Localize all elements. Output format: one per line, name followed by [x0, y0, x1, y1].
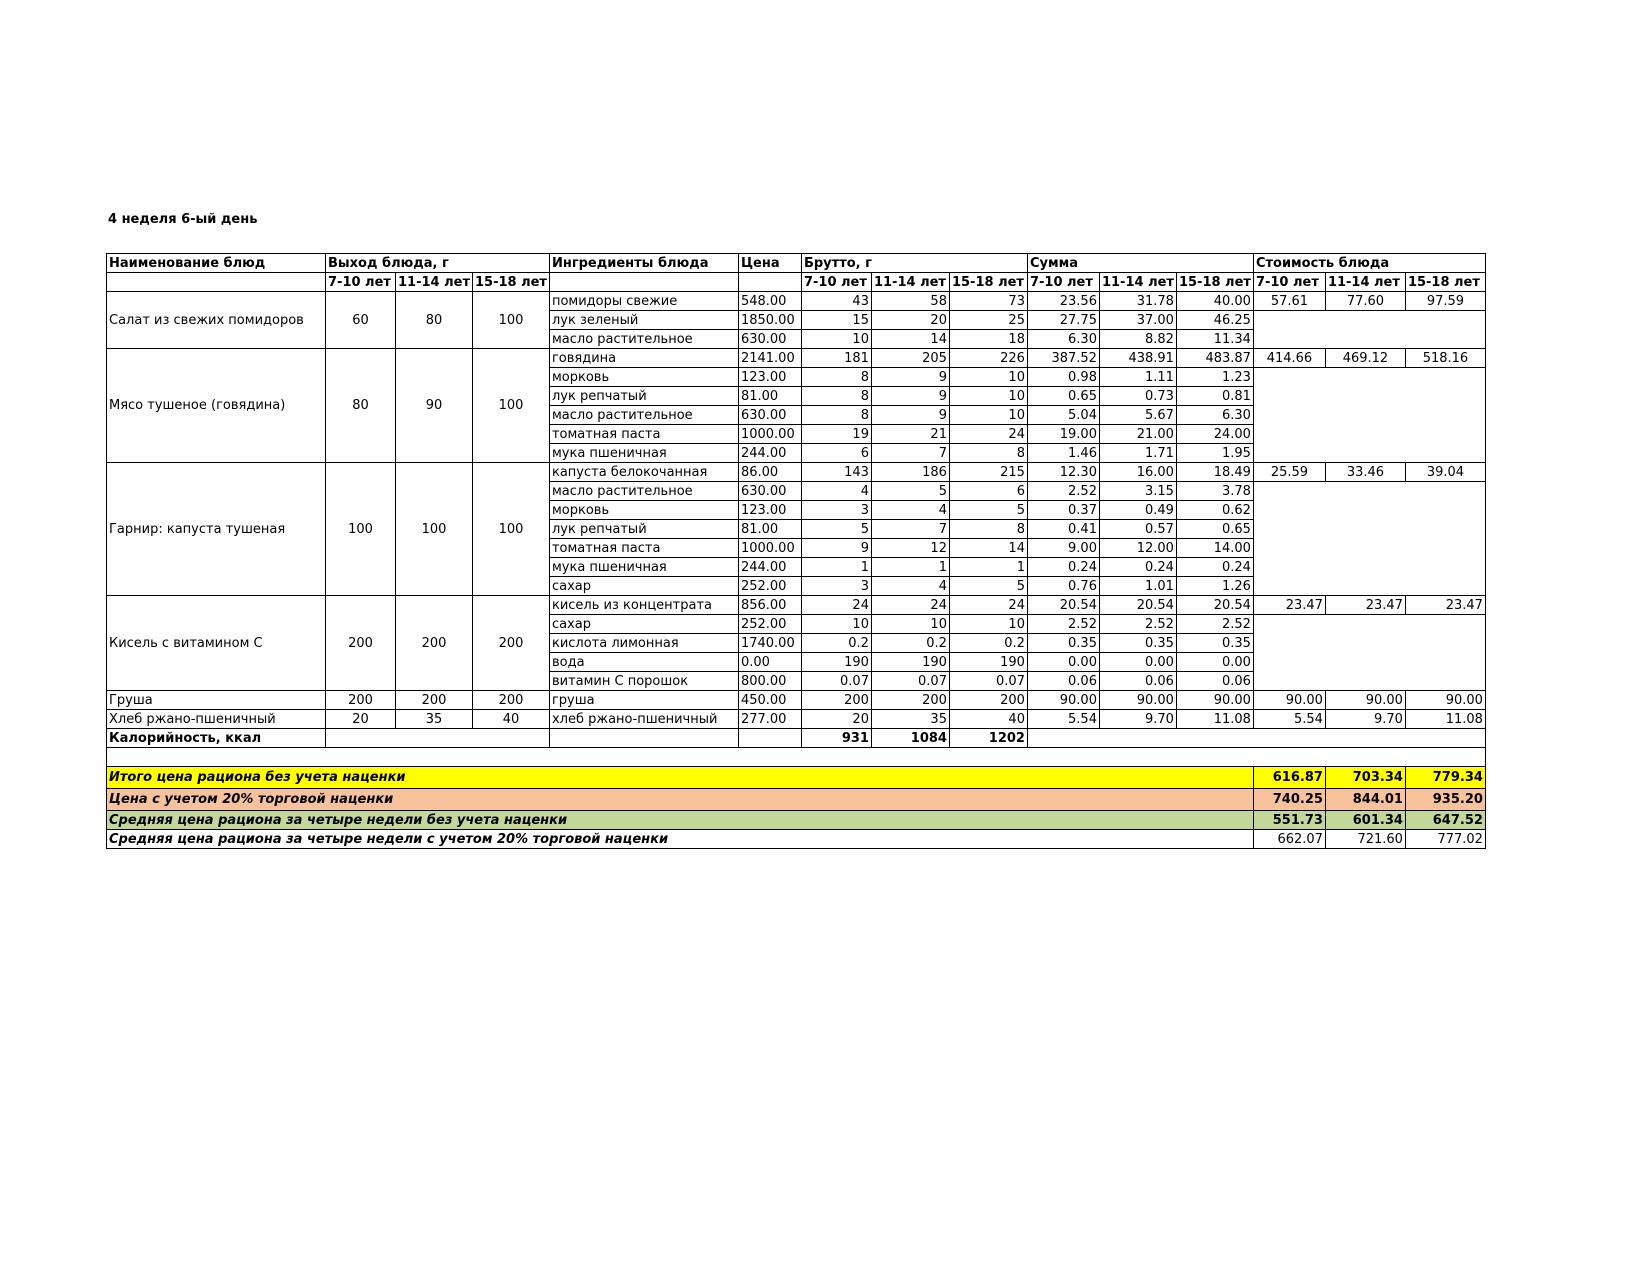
ingredient-sum: 12.00: [1099, 539, 1176, 558]
header-ingredients: Ингредиенты блюда: [549, 254, 738, 273]
dish-name: Кисель с витамином С: [107, 596, 326, 691]
ingredient-price: 1850.00: [738, 311, 801, 330]
summary-value: 844.01: [1325, 789, 1405, 811]
summary-value: 647.52: [1405, 811, 1485, 830]
ingredient-row: [107, 596, 1486, 615]
table-header-row: [107, 254, 1486, 273]
ingredient-brutto: 9: [871, 368, 949, 387]
ingredient-name: сахар: [549, 615, 738, 634]
dish-output: 80: [396, 292, 473, 349]
ingredient-brutto: 15: [801, 311, 871, 330]
ingredient-sum: 0.06: [1099, 672, 1176, 691]
ingredient-brutto: 4: [801, 482, 871, 501]
ingredient-sum: 483.87: [1176, 349, 1253, 368]
header-age: 15-18 лет: [1176, 273, 1253, 292]
header-age-output: 7-10 лет: [326, 273, 396, 292]
ingredient-brutto: 10: [871, 615, 949, 634]
ingredient-price: 252.00: [738, 577, 801, 596]
ingredient-sum: 24.00: [1176, 425, 1253, 444]
page-title: 4 неделя 6-ый день: [108, 212, 258, 227]
header-age: 11-14 лет: [1099, 273, 1176, 292]
ingredient-sum: 1.11: [1099, 368, 1176, 387]
dish-cost: 414.66: [1253, 349, 1325, 368]
header-blank: [107, 273, 326, 292]
calories-value: 931: [801, 729, 871, 748]
ingredient-brutto: 0.2: [949, 634, 1027, 653]
ingredient-brutto: 143: [801, 463, 871, 482]
calories-blank: [326, 729, 550, 748]
dish-output: 200: [396, 596, 473, 691]
ingredient-sum: 0.24: [1176, 558, 1253, 577]
ingredient-brutto: 10: [949, 615, 1027, 634]
summary-value: 779.34: [1405, 767, 1485, 789]
ingredient-name: помидоры свежие: [549, 292, 738, 311]
dish-name: Мясо тушеное (говядина): [107, 349, 326, 463]
summary-label: Итого цена рациона без учета наценки: [107, 767, 1254, 789]
ingredient-brutto: 5: [871, 482, 949, 501]
ingredient-sum: 18.49: [1176, 463, 1253, 482]
spacer-row: [107, 748, 1486, 767]
ingredient-brutto: 4: [871, 577, 949, 596]
ingredient-row: [107, 691, 1486, 710]
ingredient-price: 450.00: [738, 691, 801, 710]
ingredient-sum: 0.00: [1176, 653, 1253, 672]
ingredient-sum: 8.82: [1099, 330, 1176, 349]
ingredient-sum: 2.52: [1027, 615, 1099, 634]
ingredient-sum: 9.70: [1099, 710, 1176, 729]
ingredient-brutto: 6: [801, 444, 871, 463]
dish-output: 80: [326, 349, 396, 463]
ingredient-price: 548.00: [738, 292, 801, 311]
ingredient-brutto: 190: [871, 653, 949, 672]
ingredient-sum: 0.81: [1176, 387, 1253, 406]
ingredient-sum: 37.00: [1099, 311, 1176, 330]
ingredient-price: 123.00: [738, 368, 801, 387]
table-subheader-row: [107, 273, 1486, 292]
ingredient-sum: 0.35: [1176, 634, 1253, 653]
ingredient-sum: 0.00: [1027, 653, 1099, 672]
ingredient-sum: 0.65: [1176, 520, 1253, 539]
ingredient-name: томатная паста: [549, 425, 738, 444]
ingredient-name: кисель из концентрата: [549, 596, 738, 615]
ingredient-sum: 90.00: [1176, 691, 1253, 710]
dish-cost: 23.47: [1405, 596, 1485, 615]
ingredient-sum: 9.00: [1027, 539, 1099, 558]
dish-cost: 5.54: [1253, 710, 1325, 729]
summary-value: 703.34: [1325, 767, 1405, 789]
ingredient-name: масло растительное: [549, 406, 738, 425]
ingredient-name: морковь: [549, 501, 738, 520]
dish-output: 100: [326, 463, 396, 596]
ingredient-brutto: 24: [949, 596, 1027, 615]
ingredient-brutto: 1: [801, 558, 871, 577]
ingredient-brutto: 10: [949, 387, 1027, 406]
dish-cost: 97.59: [1405, 292, 1485, 311]
ingredient-brutto: 0.2: [801, 634, 871, 653]
ingredient-sum: 90.00: [1027, 691, 1099, 710]
ingredient-name: говядина: [549, 349, 738, 368]
ingredient-brutto: 10: [949, 406, 1027, 425]
summary-row-average-no-markup: [107, 811, 1486, 830]
ingredient-brutto: 10: [801, 615, 871, 634]
ingredient-brutto: 6: [949, 482, 1027, 501]
dish-cost: 90.00: [1253, 691, 1325, 710]
ingredient-sum: 0.76: [1027, 577, 1099, 596]
ingredient-sum: 27.75: [1027, 311, 1099, 330]
summary-row-total-no-markup: [107, 767, 1486, 789]
ingredient-brutto: 200: [801, 691, 871, 710]
calories-label: Калорийность, ккал: [107, 729, 326, 748]
ingredient-name: груша: [549, 691, 738, 710]
header-age: 11-14 лет: [1325, 273, 1405, 292]
ingredient-brutto: 186: [871, 463, 949, 482]
ingredient-brutto: 14: [949, 539, 1027, 558]
ingredient-name: морковь: [549, 368, 738, 387]
ingredient-price: 800.00: [738, 672, 801, 691]
dish-output: 200: [396, 691, 473, 710]
ingredient-brutto: 0.07: [949, 672, 1027, 691]
ingredient-name: мука пшеничная: [549, 444, 738, 463]
header-brutto: Брутто, г: [801, 254, 1027, 273]
ingredient-price: 123.00: [738, 501, 801, 520]
dish-cost: 57.61: [1253, 292, 1325, 311]
ingredient-price: 630.00: [738, 406, 801, 425]
dish-cost: 90.00: [1325, 691, 1405, 710]
ingredient-sum: 3.78: [1176, 482, 1253, 501]
ingredient-brutto: 8: [801, 387, 871, 406]
ingredient-brutto: 0.07: [871, 672, 949, 691]
ingredient-name: масло растительное: [549, 482, 738, 501]
ingredient-sum: 0.65: [1027, 387, 1099, 406]
ingredient-name: лук зеленый: [549, 311, 738, 330]
summary-value: 721.60: [1325, 830, 1405, 849]
ingredient-brutto: 226: [949, 349, 1027, 368]
ingredient-sum: 0.35: [1099, 634, 1176, 653]
ingredient-brutto: 7: [871, 520, 949, 539]
ingredient-sum: 6.30: [1176, 406, 1253, 425]
calories-blank: [1027, 729, 1485, 748]
ingredient-sum: 1.23: [1176, 368, 1253, 387]
ingredient-name: мука пшеничная: [549, 558, 738, 577]
dish-output: 20: [326, 710, 396, 729]
ingredient-brutto: 19: [801, 425, 871, 444]
ingredient-sum: 90.00: [1099, 691, 1176, 710]
calories-blank: [549, 729, 738, 748]
ingredient-name: витамин С порошок: [549, 672, 738, 691]
summary-label: Средняя цена рациона за четыре недели без учета наценки: [107, 811, 1254, 830]
ingredient-sum: 6.30: [1027, 330, 1099, 349]
ingredient-brutto: 43: [801, 292, 871, 311]
ingredient-price: 252.00: [738, 615, 801, 634]
dish-output: 100: [472, 292, 549, 349]
header-blank: [549, 273, 738, 292]
summary-value: 935.20: [1405, 789, 1485, 811]
ingredient-sum: 46.25: [1176, 311, 1253, 330]
ingredient-name: лук репчатый: [549, 387, 738, 406]
ingredient-brutto: 200: [871, 691, 949, 710]
ingredient-brutto: 3: [801, 577, 871, 596]
ingredient-brutto: 190: [949, 653, 1027, 672]
dish-output: 100: [472, 463, 549, 596]
ingredient-brutto: 215: [949, 463, 1027, 482]
ingredient-sum: 1.95: [1176, 444, 1253, 463]
header-age: 7-10 лет: [801, 273, 871, 292]
summary-value: 551.73: [1253, 811, 1325, 830]
summary-row-total-with-markup: [107, 789, 1486, 811]
calories-row: [107, 729, 1486, 748]
ingredient-sum: 0.24: [1027, 558, 1099, 577]
ingredient-brutto: 9: [871, 406, 949, 425]
spacer-cell: [107, 748, 1486, 767]
summary-value: 616.87: [1253, 767, 1325, 789]
menu-cost-table: [106, 253, 1486, 849]
summary-value: 777.02: [1405, 830, 1485, 849]
ingredient-sum: 11.08: [1176, 710, 1253, 729]
header-cost: Стоимость блюда: [1253, 254, 1485, 273]
ingredient-brutto: 205: [871, 349, 949, 368]
ingredient-price: 86.00: [738, 463, 801, 482]
ingredient-sum: 0.98: [1027, 368, 1099, 387]
ingredient-sum: 0.57: [1099, 520, 1176, 539]
dish-cost: 90.00: [1405, 691, 1485, 710]
summary-label: Цена с учетом 20% торговой наценки: [107, 789, 1254, 811]
ingredient-name: сахар: [549, 577, 738, 596]
dish-cost: 77.60: [1325, 292, 1405, 311]
dish-cost: 469.12: [1325, 349, 1405, 368]
ingredient-sum: 0.35: [1027, 634, 1099, 653]
ingredient-price: 1740.00: [738, 634, 801, 653]
ingredient-brutto: 20: [871, 311, 949, 330]
ingredient-brutto: 1: [949, 558, 1027, 577]
ingredient-sum: 20.54: [1099, 596, 1176, 615]
ingredient-sum: 20.54: [1027, 596, 1099, 615]
ingredient-sum: 1.71: [1099, 444, 1176, 463]
ingredient-name: томатная паста: [549, 539, 738, 558]
ingredient-brutto: 10: [949, 368, 1027, 387]
ingredient-sum: 5.67: [1099, 406, 1176, 425]
ingredient-price: 0.00: [738, 653, 801, 672]
ingredient-name: кислота лимонная: [549, 634, 738, 653]
dish-cost-blank: [1253, 311, 1485, 349]
ingredient-name: капуста белокочанная: [549, 463, 738, 482]
ingredient-brutto: 40: [949, 710, 1027, 729]
ingredient-brutto: 24: [801, 596, 871, 615]
ingredient-price: 81.00: [738, 520, 801, 539]
ingredient-name: масло растительное: [549, 330, 738, 349]
ingredient-brutto: 8: [949, 444, 1027, 463]
summary-row-average-with-markup: [107, 830, 1486, 849]
header-age-output: 15-18 лет: [472, 273, 549, 292]
ingredient-brutto: 21: [871, 425, 949, 444]
calories-blank: [738, 729, 801, 748]
ingredient-brutto: 1: [871, 558, 949, 577]
summary-value: 662.07: [1253, 830, 1325, 849]
header-sum: Сумма: [1027, 254, 1253, 273]
ingredient-brutto: 9: [871, 387, 949, 406]
dish-cost: 9.70: [1325, 710, 1405, 729]
ingredient-price: 856.00: [738, 596, 801, 615]
ingredient-brutto: 8: [949, 520, 1027, 539]
dish-output: 200: [326, 691, 396, 710]
header-age: 15-18 лет: [949, 273, 1027, 292]
ingredient-brutto: 3: [801, 501, 871, 520]
header-age-output: 11-14 лет: [396, 273, 473, 292]
ingredient-price: 2141.00: [738, 349, 801, 368]
ingredient-brutto: 5: [949, 501, 1027, 520]
ingredient-price: 244.00: [738, 444, 801, 463]
ingredient-brutto: 4: [871, 501, 949, 520]
ingredient-brutto: 58: [871, 292, 949, 311]
dish-cost: 518.16: [1405, 349, 1485, 368]
ingredient-sum: 1.01: [1099, 577, 1176, 596]
ingredient-row: [107, 710, 1486, 729]
summary-label: Средняя цена рациона за четыре недели с учетом 20% торговой наценки: [107, 830, 1254, 849]
ingredient-row: [107, 349, 1486, 368]
ingredient-price: 630.00: [738, 482, 801, 501]
ingredient-sum: 1.26: [1176, 577, 1253, 596]
ingredient-sum: 0.24: [1099, 558, 1176, 577]
calories-value: 1084: [871, 729, 949, 748]
dish-output: 100: [396, 463, 473, 596]
ingredient-sum: 5.04: [1027, 406, 1099, 425]
ingredient-sum: 2.52: [1099, 615, 1176, 634]
ingredient-sum: 2.52: [1027, 482, 1099, 501]
ingredient-brutto: 20: [801, 710, 871, 729]
calories-value: 1202: [949, 729, 1027, 748]
header-blank: [738, 273, 801, 292]
ingredient-row: [107, 292, 1486, 311]
ingredient-sum: 0.49: [1099, 501, 1176, 520]
ingredient-sum: 20.54: [1176, 596, 1253, 615]
ingredient-sum: 0.06: [1027, 672, 1099, 691]
ingredient-brutto: 10: [801, 330, 871, 349]
dish-cost-blank: [1253, 615, 1485, 691]
ingredient-sum: 0.37: [1027, 501, 1099, 520]
ingredient-price: 244.00: [738, 558, 801, 577]
dish-output: 200: [326, 596, 396, 691]
dish-cost: 23.47: [1325, 596, 1405, 615]
ingredient-sum: 0.62: [1176, 501, 1253, 520]
ingredient-brutto: 35: [871, 710, 949, 729]
dish-output: 35: [396, 710, 473, 729]
dish-cost: 25.59: [1253, 463, 1325, 482]
ingredient-brutto: 8: [801, 406, 871, 425]
ingredient-price: 1000.00: [738, 539, 801, 558]
header-age: 11-14 лет: [871, 273, 949, 292]
ingredient-brutto: 8: [801, 368, 871, 387]
ingredient-sum: 19.00: [1027, 425, 1099, 444]
ingredient-sum: 0.73: [1099, 387, 1176, 406]
ingredient-sum: 0.41: [1027, 520, 1099, 539]
header-price: Цена: [738, 254, 801, 273]
header-age: 15-18 лет: [1405, 273, 1485, 292]
ingredient-sum: 387.52: [1027, 349, 1099, 368]
ingredient-name: хлеб ржано-пшеничный: [549, 710, 738, 729]
dish-output: 200: [472, 691, 549, 710]
ingredient-sum: 2.52: [1176, 615, 1253, 634]
ingredient-sum: 0.06: [1176, 672, 1253, 691]
ingredient-sum: 14.00: [1176, 539, 1253, 558]
dish-cost: 39.04: [1405, 463, 1485, 482]
dish-name: Гарнир: капуста тушеная: [107, 463, 326, 596]
ingredient-brutto: 5: [949, 577, 1027, 596]
ingredient-sum: 40.00: [1176, 292, 1253, 311]
dish-cost: 11.08: [1405, 710, 1485, 729]
dish-cost: 33.46: [1325, 463, 1405, 482]
ingredient-sum: 1.46: [1027, 444, 1099, 463]
dish-output: 90: [396, 349, 473, 463]
ingredient-sum: 21.00: [1099, 425, 1176, 444]
ingredient-brutto: 18: [949, 330, 1027, 349]
dish-output: 40: [472, 710, 549, 729]
dish-name: Хлеб ржано-пшеничный: [107, 710, 326, 729]
ingredient-sum: 16.00: [1099, 463, 1176, 482]
header-dish: Наименование блюд: [107, 254, 326, 273]
ingredient-sum: 11.34: [1176, 330, 1253, 349]
dish-name: Груша: [107, 691, 326, 710]
ingredient-sum: 23.56: [1027, 292, 1099, 311]
ingredient-brutto: 12: [871, 539, 949, 558]
ingredient-sum: 5.54: [1027, 710, 1099, 729]
ingredient-brutto: 190: [801, 653, 871, 672]
ingredient-sum: 438.91: [1099, 349, 1176, 368]
summary-value: 601.34: [1325, 811, 1405, 830]
ingredient-sum: 0.00: [1099, 653, 1176, 672]
ingredient-brutto: 200: [949, 691, 1027, 710]
header-output: Выход блюда, г: [326, 254, 550, 273]
ingredient-brutto: 24: [871, 596, 949, 615]
dish-cost: 23.47: [1253, 596, 1325, 615]
ingredient-sum: 12.30: [1027, 463, 1099, 482]
dish-output: 200: [472, 596, 549, 691]
dish-cost-blank: [1253, 482, 1485, 596]
header-age: 7-10 лет: [1253, 273, 1325, 292]
ingredient-brutto: 5: [801, 520, 871, 539]
ingredient-price: 1000.00: [738, 425, 801, 444]
ingredient-brutto: 24: [949, 425, 1027, 444]
ingredient-brutto: 14: [871, 330, 949, 349]
ingredient-name: лук репчатый: [549, 520, 738, 539]
ingredient-name: вода: [549, 653, 738, 672]
ingredient-price: 81.00: [738, 387, 801, 406]
ingredient-sum: 31.78: [1099, 292, 1176, 311]
ingredient-row: [107, 463, 1486, 482]
dish-output: 100: [472, 349, 549, 463]
ingredient-sum: 3.15: [1099, 482, 1176, 501]
ingredient-price: 630.00: [738, 330, 801, 349]
ingredient-price: 277.00: [738, 710, 801, 729]
header-age: 7-10 лет: [1027, 273, 1099, 292]
dish-cost-blank: [1253, 368, 1485, 463]
ingredient-brutto: 73: [949, 292, 1027, 311]
summary-value: 740.25: [1253, 789, 1325, 811]
ingredient-brutto: 0.2: [871, 634, 949, 653]
ingredient-brutto: 7: [871, 444, 949, 463]
dish-name: Салат из свежих помидоров: [107, 292, 326, 349]
ingredient-brutto: 9: [801, 539, 871, 558]
ingredient-brutto: 25: [949, 311, 1027, 330]
ingredient-brutto: 0.07: [801, 672, 871, 691]
dish-output: 60: [326, 292, 396, 349]
ingredient-brutto: 181: [801, 349, 871, 368]
